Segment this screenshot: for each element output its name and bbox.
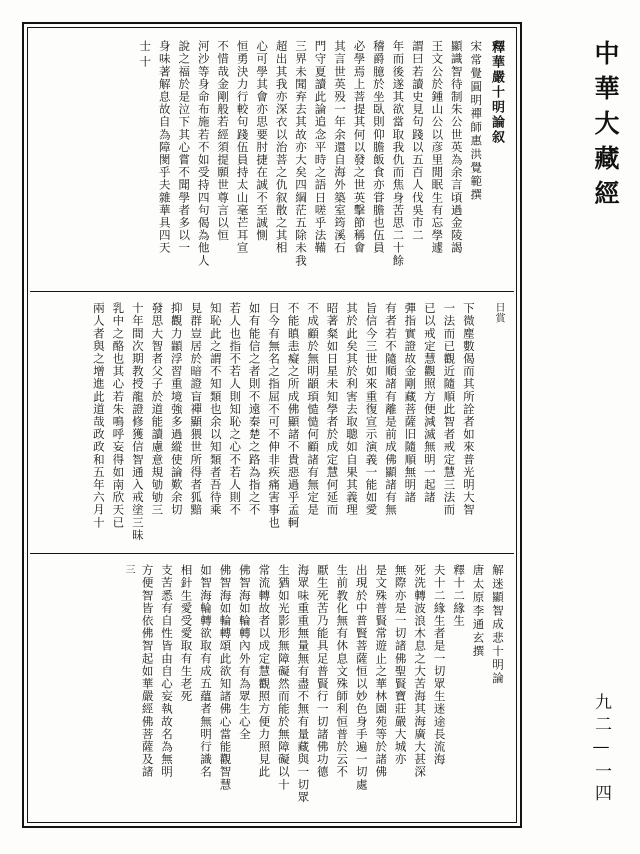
text-column: 出現於中普賢菩薩恒以妙色身手遍一切處 [354, 564, 369, 791]
text-column: 生猶如光影形無障礙然而能於無障礙以十 [276, 564, 291, 791]
text-column: 唐太原李通玄撰 [471, 564, 486, 659]
text-column: 釋華嚴十明論叙 [489, 40, 504, 145]
text-column: 門守夏讀此論追念平時之語日嗟乎法鞴 [313, 40, 328, 255]
text-column: 恒勇決力行較句踐伍員持太山毫芒耳宣 [235, 40, 250, 255]
text-column: 一法而已觀近隨順此智者戒定慧三法而 [442, 302, 457, 517]
text-column: 兩人者與之增進此道哉政政和五年六月十 [91, 302, 106, 529]
text-column: 必學焉上菩提其何以發之世英擊節稱會 [352, 40, 367, 255]
text-column: 相針生愛受愛取有生老死 [179, 564, 194, 703]
text-column: 昭著粲如日星未知學者於成定慧何延而 [325, 302, 340, 517]
text-column: 不惜哉金剛般若經須提願世尊言以恒 [216, 40, 231, 242]
text-column: 常流轉故者以成定慧觀照方便力照見此 [257, 564, 272, 779]
text-column: 三 [123, 564, 135, 575]
text-column: 彈指實證故金剛藏菩薩旧隨順無明諸 [403, 302, 418, 504]
text-column: 方便智皆依佛智起如華嚴經佛菩薩及諸 [140, 564, 155, 779]
text-column: 佛智海如輪轉頌此欲知諸佛心當能觀智慧 [218, 564, 233, 791]
text-column: 死洗轉波浪木息之大苦海其海廣大甚深 [413, 564, 428, 779]
text-column: 日今有無名之指屈不可不伸非疾痛害事也 [267, 302, 282, 529]
text-column: 不成顧於無明顓頊慥慥何顧諸有無定是 [306, 302, 321, 517]
text-column: 如有能信之者則不遠秦楚之路為指之不 [247, 302, 262, 517]
page-number: 九二—一四 [591, 693, 611, 806]
text-column: 身味著解息故自為障閡乎夫雜華具四天 [157, 40, 172, 255]
text-column: 稽爵臆於坐臥則仰膽飯食亦甞膽也伍員 [371, 40, 386, 255]
text-column: 其言世英殁一年余還自海外築室筠溪石 [332, 40, 347, 255]
text-column: 見群豈居於暗證盲禪顯猥世所得者狐黯 [189, 302, 204, 517]
text-column: 超出其我亦深衣以治菩之仇叙散之其相 [274, 40, 289, 255]
text-column: 三界未聞弃去其故亦大矣四綱茫五除未我 [294, 40, 309, 267]
text-column: 若人也指不若人則知恥之心不若人則不 [228, 302, 243, 517]
text-column: 宋常覺圓明禪師惠洪覺範撰 [469, 40, 484, 202]
text-column: 不能瞋恚癡之所成佛顯諸不貴惡過乎孟軻 [286, 302, 301, 529]
text-column: 有者若不隨順諸有離是前成佛顯諸有無 [383, 302, 398, 517]
text-column: 解迷顯智成悲十明論 [491, 564, 505, 686]
text-frame [22, 22, 522, 828]
spine-margin [548, 0, 640, 854]
text-column: 年而後遂其欲當取我仇而焦身苦思二十餘 [391, 40, 406, 267]
text-column: 十年間次期教授龍證修獲信智通入戒塗三昧 [130, 302, 145, 542]
register-top [30, 30, 514, 292]
register-bottom [30, 554, 514, 818]
collection-title: 中華大藏經 [591, 40, 620, 215]
text-column: 厭生死苦乃能具足普賢行一切諸佛功德 [315, 564, 330, 779]
text-column: 謂曰若讀史見句踐以五百人伐吳市二 [410, 40, 425, 242]
text-column: 心可學其會亦思要肘捷在誠不至誠惻 [255, 40, 270, 242]
text-column: 其於此矣其於利害去取聰如自果其義理 [345, 302, 359, 517]
text-column: 下微塵數偈而其所詮者如來普光明大智 [461, 302, 476, 517]
text-column: 河沙等身命布施若不如受持四句偈為他人 [196, 40, 211, 267]
text-column: 旨信今三世如來重復宣示演義一能如愛 [364, 302, 379, 517]
text-column [479, 302, 489, 545]
text-column: 如智海輪轉欲取有成五蘊者無明行識名 [198, 564, 213, 779]
text-column: 日賞 [493, 302, 504, 323]
text-column: 士十 [138, 40, 153, 71]
text-column: 已以戒定慧觀照方便減滅無明一起諸 [422, 302, 437, 504]
text-column: 海眾味重重無量無有盡不無有量藏與一切眾 [296, 564, 311, 804]
register-middle [30, 292, 514, 554]
text-column: 釋十二緣生 [452, 564, 467, 627]
text-column: 是文殊普賢常遊止之華林園苑等於諸佛 [374, 564, 389, 779]
text-column: 夫十二緣生者是一切眾生迷途長流海 [432, 564, 447, 766]
text-column: 無際亦是一切諸佛聖賢寶莊嚴大城亦 [393, 564, 408, 766]
text-column: 支苦悉有自性皆由自心妄執故名為無明 [160, 564, 175, 779]
text-column: 說之福於是泣下其心嘗不聞學者多以一 [177, 40, 192, 255]
text-column: 發思大智者父子於道能讀慮意規劬劬三 [150, 302, 165, 517]
text-column: 王文公於鍾山公以彦里閒眠生有忘學遽 [430, 40, 445, 255]
text-column: 知恥此之謂不知類也余以知類者吾待乘 [208, 302, 223, 517]
text-column: 抑觀力顓浮習重境強多過縱使論歎余切 [169, 302, 184, 517]
text-column: 生前教化無有休息文殊師利恒普於云不 [335, 564, 350, 779]
text-column: 顯識智待制朱公世英為余言頃過金陵謁 [449, 40, 464, 255]
text-column: 佛智海如輪轉內外有為眾生心全 [237, 564, 252, 741]
text-column: 乳中之酪也其心若朱鳴呼妄得如南欣天已 [111, 302, 126, 529]
